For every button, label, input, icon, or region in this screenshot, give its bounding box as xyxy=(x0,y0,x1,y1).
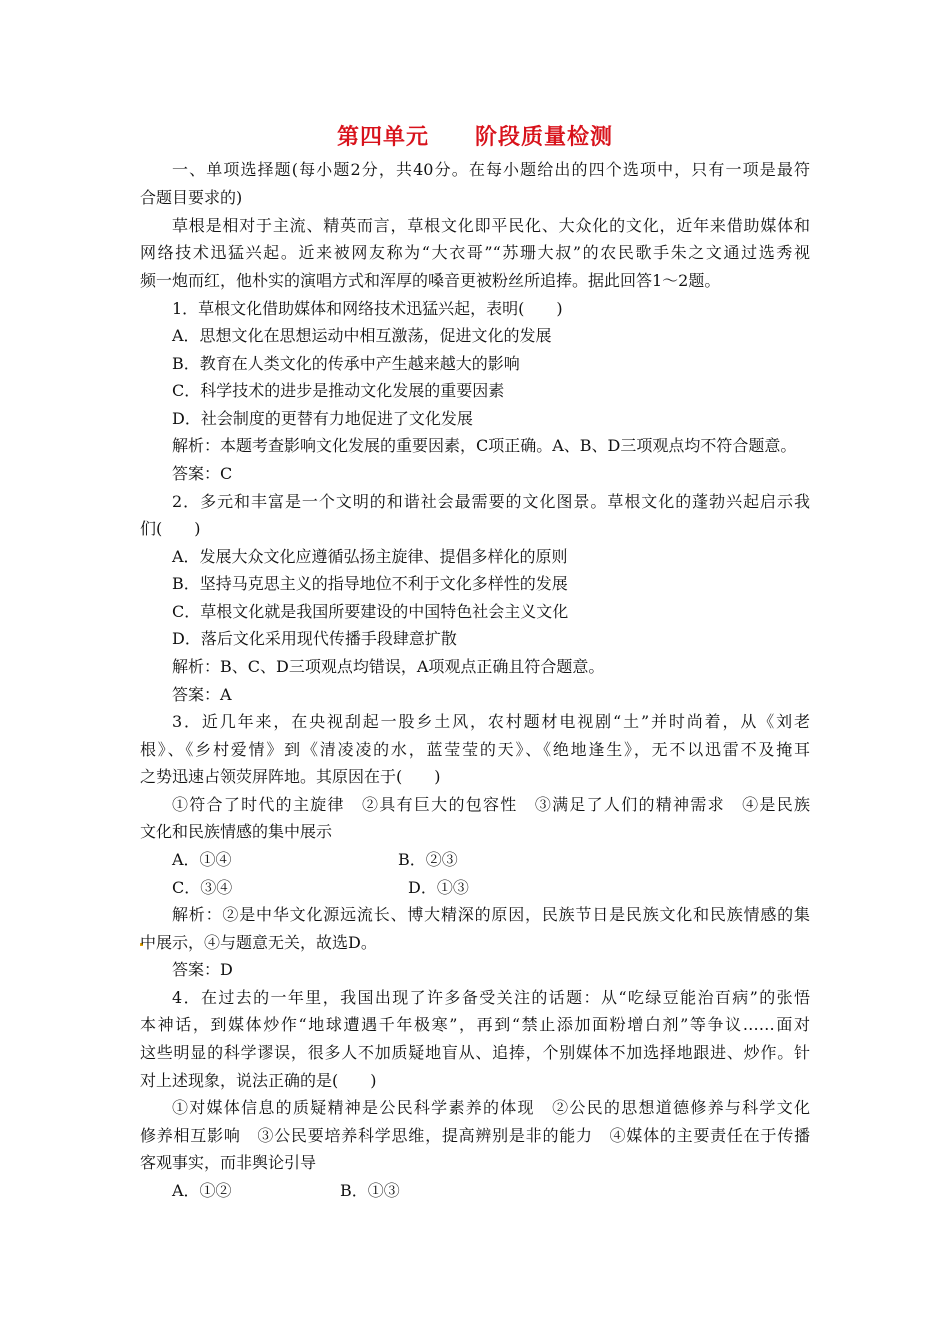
question-2: 2．多元和丰富是一个文明的和谐社会最需要的文化图景。草根文化的蓬勃兴起启示我 xyxy=(172,492,810,511)
answer: 答案：C xyxy=(172,464,233,483)
option-a: A．思想文化在思想运动中相互激荡，促进文化的发展 xyxy=(172,326,552,345)
text-line: 合题目要求的) xyxy=(140,188,243,207)
option-d: D．落后文化采用现代传播手段肆意扩散 xyxy=(172,629,457,648)
statements: ①对媒体信息的质疑精神是公民科学素养的体现 ②公民的思想道德修养与科学文化 xyxy=(172,1098,810,1117)
question-2-cont: 们( ) xyxy=(140,519,201,538)
question-4-cont: 这些明显的科学谬误，很多人不加质疑地盲从、追捧，个别媒体不加选择地跟进、炒作。针 xyxy=(140,1043,810,1062)
answer: 答案：D xyxy=(172,960,233,979)
statements-cont: 文化和民族情感的集中展示 xyxy=(140,822,333,841)
statements-cont: 客观事实，而非舆论引导 xyxy=(140,1153,317,1172)
question-4-cont: 对上述现象，说法正确的是( ) xyxy=(140,1071,377,1090)
passage-line: 网络技术迅猛兴起。近来被网友称为“大衣哥”“苏珊大叔”的农民歌手朱之文通过选秀视 xyxy=(140,243,810,262)
statements: ①符合了时代的主旋律 ②具有巨大的包容性 ③满足了人们的精神需求 ④是民族 xyxy=(172,795,810,814)
page-title: 第四单元 阶段质量检测 xyxy=(336,125,613,150)
option-d: D．社会制度的更替有力地促进了文化发展 xyxy=(172,409,473,428)
option-b: B．①③ xyxy=(340,1181,400,1200)
analysis-cont: 中展示，④与题意无关，故选D。 xyxy=(140,933,377,952)
statements-cont: 修养相互影响 ③公民要培养科学思维，提高辨别是非的能力 ④媒体的主要责任在于传播 xyxy=(140,1126,810,1145)
option-c: C．科学技术的进步是推动文化发展的重要因素 xyxy=(172,381,505,400)
option-a: A．发展大众文化应遵循弘扬主旋律、提倡多样化的原则 xyxy=(172,547,568,566)
analysis: 解析：②是中华文化源远流长、博大精深的原因，民族节日是民族文化和民族情感的集 xyxy=(172,905,810,924)
option-d: D．①③ xyxy=(408,878,469,897)
question-3-cont: 之势迅速占领荧屏阵地。其原因在于( ) xyxy=(140,767,441,786)
question-1: 1．草根文化借助媒体和网络技术迅猛兴起，表明( ) xyxy=(172,299,563,318)
question-3: 3．近几年来，在央视刮起一股乡土风，农村题材电视剧“土”并时尚着，从《刘老 xyxy=(172,712,810,731)
option-b: B．②③ xyxy=(398,850,458,869)
analysis: 解析：本题考查影响文化发展的重要因素，C项正确。A、B、D三项观点均不符合题意。 xyxy=(172,436,797,455)
option-b: B．坚持马克思主义的指导地位不利于文化多样性的发展 xyxy=(172,574,568,593)
option-c: C．草根文化就是我国所要建设的中国特色社会主义文化 xyxy=(172,602,569,621)
option-b: B．教育在人类文化的传承中产生越来越大的影响 xyxy=(172,354,520,373)
option-a: A．①④ xyxy=(172,850,232,869)
answer: 答案：A xyxy=(172,685,232,704)
passage-line: 草根是相对于主流、精英而言，草根文化即平民化、大众化的文化，近年来借助媒体和 xyxy=(172,216,810,235)
analysis: 解析：B、C、D三项观点均错误，A项观点正确且符合题意。 xyxy=(172,657,605,676)
question-4: 4．在过去的一年里，我国出现了许多备受关注的话题：从“吃绿豆能治百病”的张悟 xyxy=(172,988,810,1007)
section-heading: 一、单项选择题(每小题2分，共40分。在每小题给出的四个选项中，只有一项是最符 xyxy=(172,160,810,179)
question-3-cont: 根》、《乡村爱情》到《清凌凌的水，蓝莹莹的天》、《绝地逢生》，无不以迅雷不及掩耳 xyxy=(140,740,810,759)
passage-line: 频一炮而红，他朴实的演唱方式和浑厚的嗓音更被粉丝所追捧。据此回答1～2题。 xyxy=(140,271,721,290)
option-c: C．③④ xyxy=(172,878,233,897)
option-a: A．①② xyxy=(172,1181,232,1200)
question-4-cont: 本神话，到媒体炒作“地球遭遇千年极寒”，再到“禁止添加面粉增白剂”等争议……面对 xyxy=(140,1015,810,1034)
